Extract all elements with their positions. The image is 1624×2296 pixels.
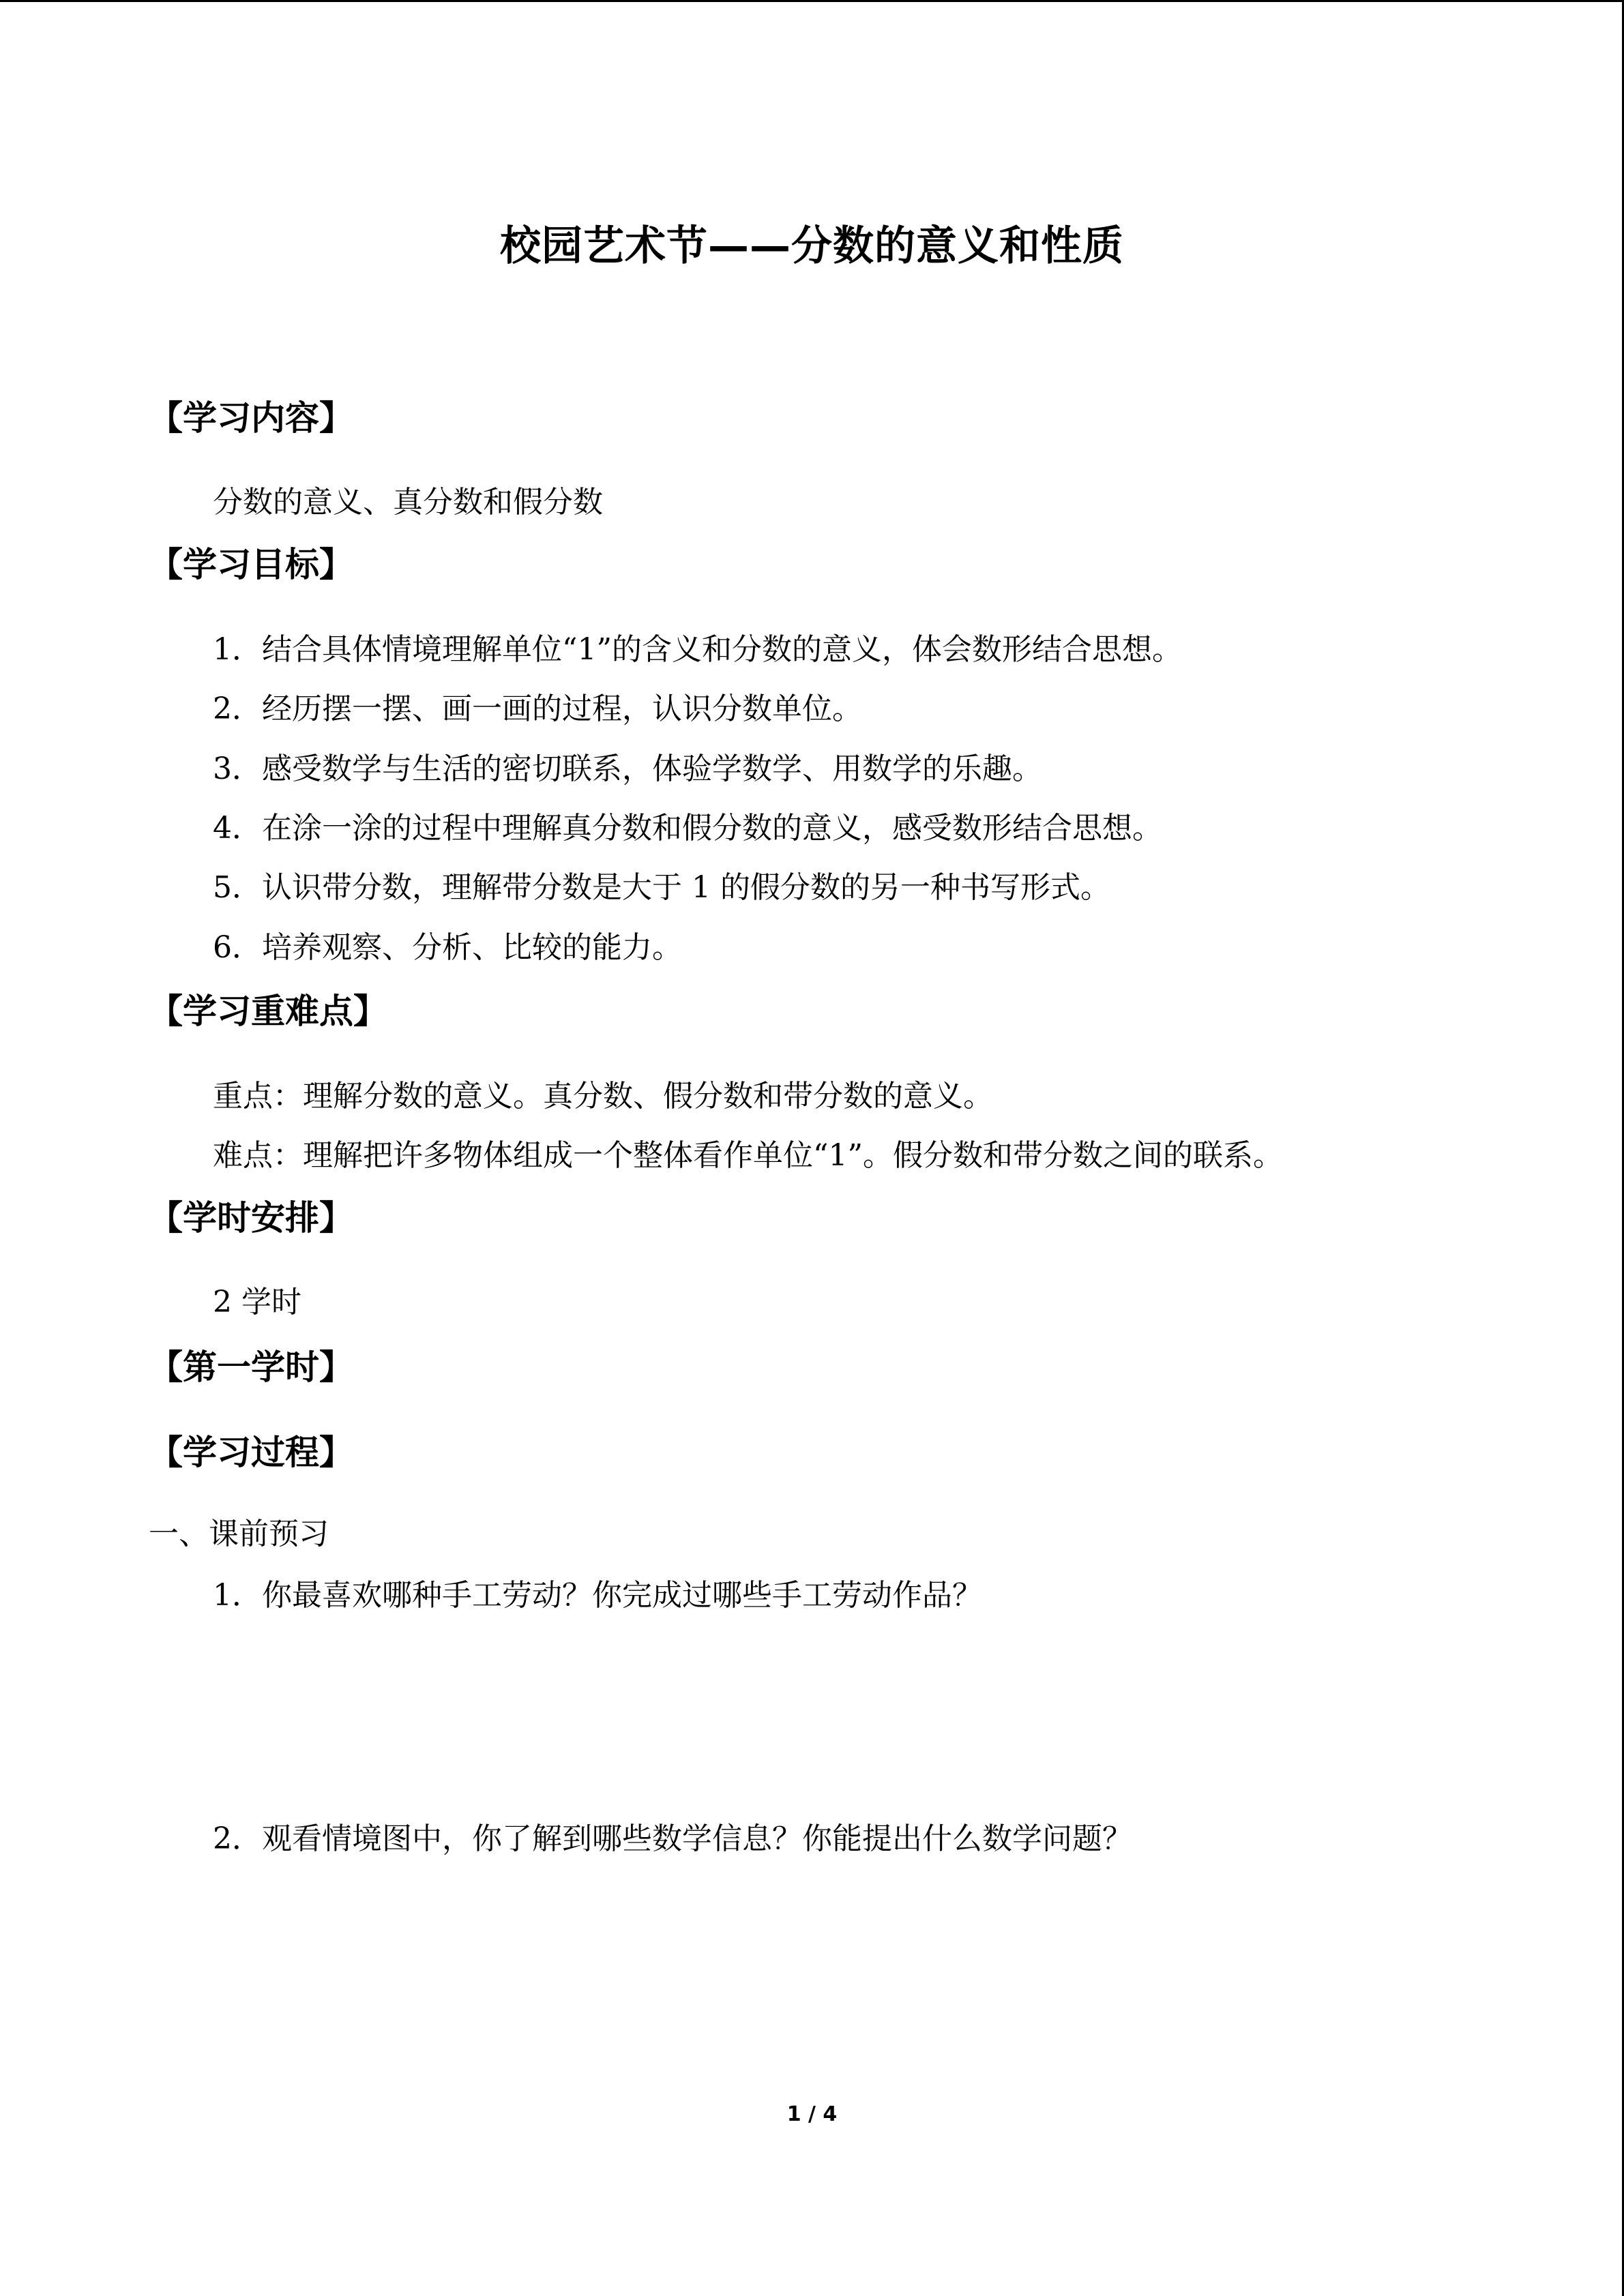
document-title: 校园艺术节——分数的意义和性质 bbox=[500, 222, 1124, 270]
goal-item-1: 1．结合具体情境理解单位“1”的含义和分数的意义，体会数形结合思想。 bbox=[213, 632, 1182, 667]
heading-schedule: 【学时安排】 bbox=[149, 1198, 353, 1238]
process-question-2: 2．观看情境图中，你了解到哪些数学信息？你能提出什么数学问题？ bbox=[213, 1821, 1132, 1856]
goal-item-5: 5．认识带分数，理解带分数是大于 1 的假分数的另一种书写形式。 bbox=[213, 870, 1110, 905]
schedule-text: 2 学时 bbox=[213, 1285, 301, 1320]
goal-item-4: 4．在涂一涂的过程中理解真分数和假分数的意义，感受数形结合思想。 bbox=[213, 811, 1162, 846]
heading-learning-content: 【学习内容】 bbox=[149, 398, 353, 438]
heading-learning-goals: 【学习目标】 bbox=[149, 545, 353, 584]
heading-key-points: 【学习重难点】 bbox=[149, 992, 387, 1031]
goal-item-6: 6．培养观察、分析、比较的能力。 bbox=[213, 930, 682, 965]
goal-item-3: 3．感受数学与生活的密切联系，体验学数学、用数学的乐趣。 bbox=[213, 751, 1042, 786]
process-question-1: 1．你最喜欢哪种手工劳动？你完成过哪些手工劳动作品？ bbox=[213, 1578, 982, 1613]
page-number: 1 / 4 bbox=[786, 2102, 838, 2126]
process-part-title: 一、课前预习 bbox=[149, 1517, 329, 1551]
key-point-focus: 重点：理解分数的意义。真分数、假分数和带分数的意义。 bbox=[213, 1079, 993, 1114]
goal-item-2: 2．经历摆一摆、画一画的过程，认识分数单位。 bbox=[213, 691, 862, 726]
heading-first-period: 【第一学时】 bbox=[149, 1347, 353, 1387]
heading-learning-process: 【学习过程】 bbox=[149, 1433, 353, 1472]
key-point-difficulty: 难点：理解把许多物体组成一个整体看作单位“1”。假分数和带分数之间的联系。 bbox=[213, 1138, 1283, 1173]
learning-content-text: 分数的意义、真分数和假分数 bbox=[213, 485, 603, 520]
